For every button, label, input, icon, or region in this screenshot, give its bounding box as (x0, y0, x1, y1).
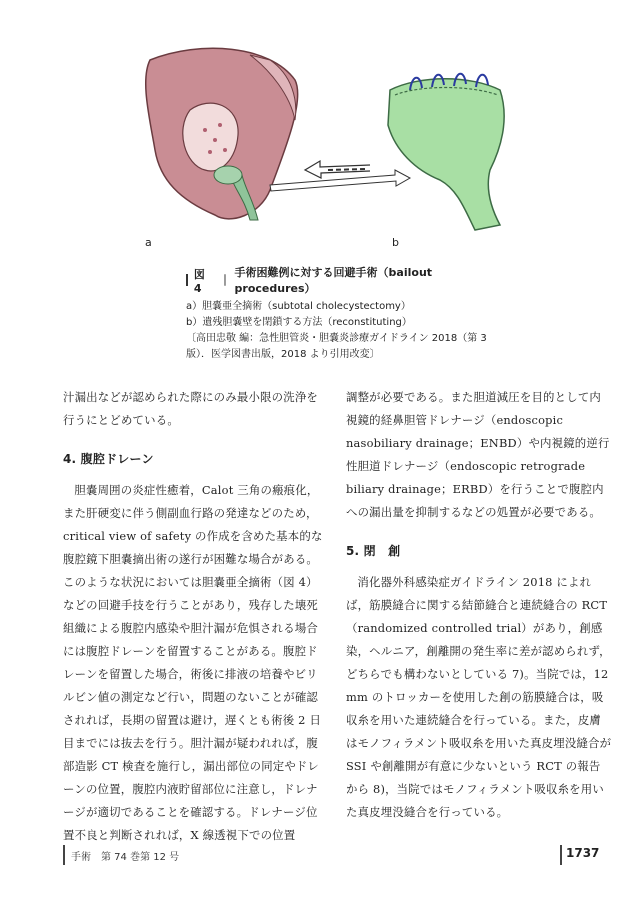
caption-line-source-2: 版）．医学図書出版，2018 より引用改変〕 (186, 349, 380, 360)
footer-rule-right (560, 845, 562, 865)
caption-title-row (186, 264, 506, 296)
footer-rule-left (63, 845, 65, 865)
right-column (346, 386, 612, 824)
figure-label-a: a (145, 236, 152, 249)
figure-caption (186, 264, 506, 363)
gallbladder-stump (388, 79, 504, 230)
caption-line-a: a）胆嚢亜全摘術（subtotal cholecystectomy） (186, 301, 411, 312)
caption-bar (186, 274, 188, 286)
figure-label-b: b (392, 236, 399, 249)
figure-illustration (120, 40, 540, 250)
arrow-right (270, 170, 410, 191)
right-paragraph-2: 消化器外科感染症ガイドライン 2018 によれば，筋膜縫合に関する結節縫合と連続縫合の RCT（randomized controlled trial）があり，創感染，ヘルニア，創離開の発生率に差が認められず，どちらでも構わないとしている 7)。当院では，12 mm のトロッカーを使用した創の筋膜縫合は，吸収糸を用いた連続縫合を行っている。また，皮膚はモノフィラメント吸収糸を用いた真皮埋没縫合が SSI や創離開が有意に少ないという RCT の報告から 8)，当院ではモノフィラメント吸収糸を用いた真皮埋没縫合を行っている。 (346, 575, 612, 819)
section-heading-5: 5. 閉 創 (346, 544, 401, 558)
left-paragraph-2: 胆嚢周囲の炎症性癒着，Calot 三角の瘢痕化，また肝硬変に伴う側副血行路の発達などのため，critical view of safety の作成を含めた基本的な腹腔鏡下胆嚢摘出術の遂行が困難な場合がある。このような状況においては胆嚢亜全摘術（図 4）などの回避手技を行うことがあり，残存した壊死組織による腹腔内感染や胆汁漏が危惧される場合には腹腔ドレーンを留置することがある。腹腔ドレーンを留置した場合，術後に排液の培養やビリルビン値の測定など行い，問題のないことが確認されれば，長期の留置は避け，遅くとも術後 2 日目までには抜去を行う。胆汁漏が疑われれば，腹部造影 CT 検査を施行し，漏出部位の同定やドレーンの位置，腹腔内液貯留部位に注意し，ドレナージが適切であることを確認する。ドレナージ位置不良と判断されれば，X 線透視下での位置 (63, 483, 323, 842)
caption-line-b: b）遺残胆嚢壁を閉鎖する方法（reconstituting） (186, 317, 412, 328)
journal-info: 手術 第 74 巻第 12 号 (71, 852, 180, 863)
right-paragraph-1: 調整が必要である。また胆道減圧を目的として内視鏡的経鼻胆管ドレナージ（endoscopic nasobiliary drainage；ENBD）や内視鏡的逆行性胆道ドレナージ（endoscopic retrograde biliary drainage；ERBD）を行うことで腹腔内への漏出量を抑制するなどの処置が必要である。 (346, 390, 610, 519)
caption-line-source-1: 〔高田忠敬 編：急性胆管炎・胆嚢炎診療ガイドライン 2018（第 3 (186, 333, 487, 344)
surgical-illustration (120, 40, 540, 250)
caption-title: 手術困難例に対する回避手術（bailout procedures） (234, 266, 433, 295)
left-paragraph-1: 汁漏出などが認められた際にのみ最小限の洗浄を行うにとどめている。 (63, 390, 318, 427)
left-column (63, 386, 329, 847)
caption-separator: ｜ (219, 274, 231, 287)
caption-title-prefix: 図 4 (193, 267, 205, 295)
page-number: 1737 (566, 846, 600, 860)
section-heading-4: 4. 腹腔ドレーン (63, 452, 154, 466)
